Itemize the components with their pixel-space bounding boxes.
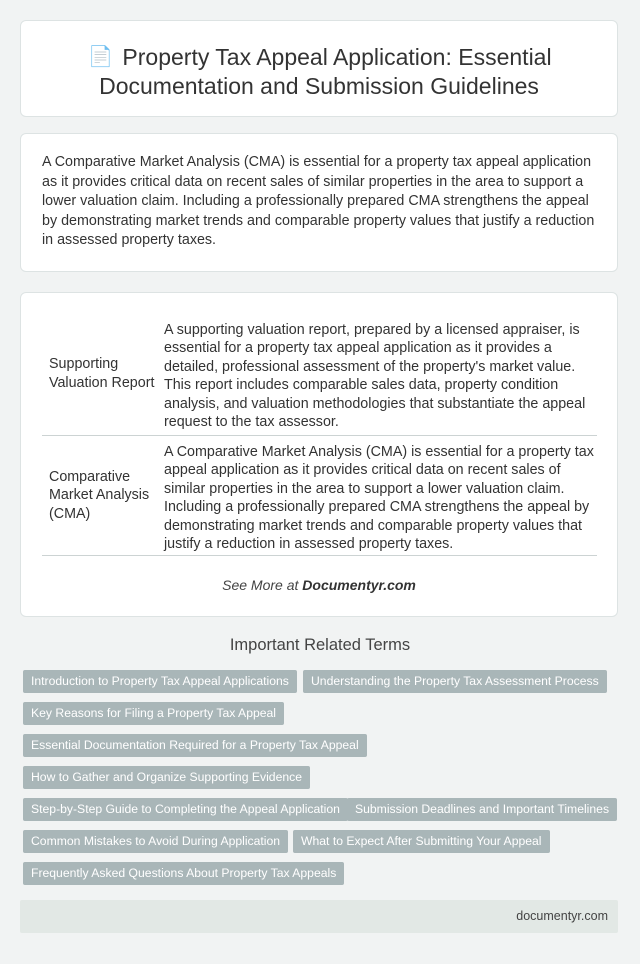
related-tag[interactable]: How to Gather and Organize Supporting Evidence (23, 766, 310, 789)
intro-card (20, 133, 618, 272)
document-icon: 📄 (87, 46, 113, 68)
term-definition: A Comparative Market Analysis (CMA) is essential for a property tax appeal application as it provides critical data on recent sales of similar properties in the area to support a lower valuation claim. Including a professionally prepared CMA strengthens the appeal by demonstrating market trends and comparable property values that justify a reduction in assessed property taxes. (164, 443, 594, 552)
related-tag[interactable]: Step-by-Step Guide to Completing the Appeal Application (23, 798, 348, 821)
term-definition: A supporting valuation report, prepared by a licensed appraiser, is essential for a property tax appeal application as it provides a detailed, professional assessment of the property's market value. This report includes comparable sales data, property condition analysis, and valuation methodologies that substantiate the appeal request to the tax assessor. (164, 321, 586, 430)
related-terms-title: Important Related Terms (229, 636, 411, 654)
related-tag[interactable]: Understanding the Property Tax Assessment Process (303, 670, 607, 693)
title-card (20, 20, 618, 117)
page-title (21, 43, 617, 101)
terms-table (42, 312, 597, 556)
footer (20, 900, 618, 933)
intro-text: A Comparative Market Analysis (CMA) is essential for a property tax appeal application as it provides critical data on recent sales of similar properties in the area to support a lower valuation claim. Including a professionally prepared CMA strengthens the appeal by demonstrating market trends and comparable property values that justify a reduction in assessed property taxes. (42, 154, 595, 248)
related-tag[interactable]: Key Reasons for Filing a Property Tax Appeal (23, 702, 284, 725)
related-tag[interactable]: Introduction to Property Tax Appeal Applications (23, 670, 297, 693)
table-row (42, 436, 597, 556)
term-label: Supporting Valuation Report (49, 356, 155, 391)
page-title-text: Property Tax Appeal Application: Essential Documentation and Submission Guidelines (99, 44, 552, 99)
terms-card (20, 292, 618, 617)
footer-link[interactable]: documentyr.com (516, 909, 608, 923)
related-tag[interactable]: What to Expect After Submitting Your Appeal (293, 830, 550, 853)
see-more-site[interactable]: Documentyr.com (302, 577, 416, 593)
term-label: Comparative Market Analysis (CMA) (49, 468, 150, 522)
related-tag[interactable]: Essential Documentation Required for a Property Tax Appeal (23, 734, 367, 757)
related-tag[interactable]: Common Mistakes to Avoid During Application (23, 830, 288, 853)
see-more-link[interactable] (21, 577, 617, 593)
related-tag[interactable]: Frequently Asked Questions About Property Tax Appeals (23, 862, 344, 885)
table-row (42, 312, 597, 436)
see-more-prefix: See More at (222, 577, 303, 593)
related-tag[interactable]: Submission Deadlines and Important Timelines (347, 798, 617, 821)
